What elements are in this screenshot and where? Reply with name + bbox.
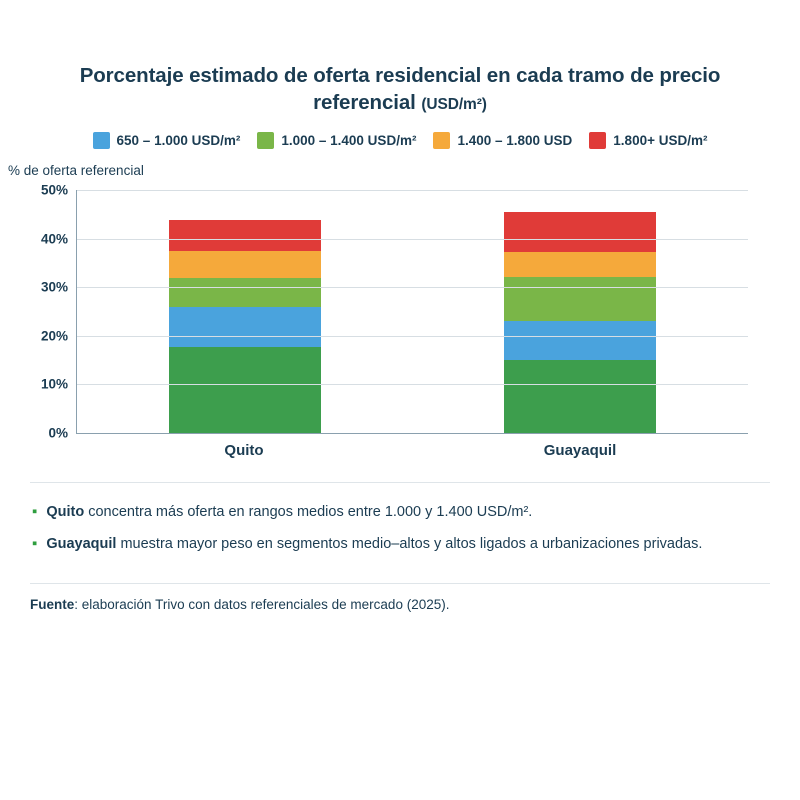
page-title: [70, 62, 730, 116]
source-label: Fuente: [30, 596, 75, 612]
legend-item-label: 1.800+ USD/m²: [613, 133, 708, 149]
gridline: [77, 287, 748, 288]
legend-item-label: 650 – 1.000 USD/m²: [116, 133, 241, 149]
source-divider: [30, 583, 770, 584]
y-axis-tick: 50%: [40, 182, 68, 198]
bar-group-guayaquil: [504, 190, 656, 433]
bar-segment: [169, 307, 321, 347]
page-title-units: (USD/m²): [421, 96, 487, 114]
legend-swatch-icon: [589, 132, 606, 149]
gridline: [77, 336, 748, 337]
chart-legend: [0, 132, 800, 149]
bar-segment: [169, 220, 321, 251]
note-text: [46, 534, 702, 556]
gridline: [77, 433, 748, 434]
bar-segment: [504, 360, 656, 433]
bullet-icon: ▪: [32, 503, 38, 521]
chart-area: [8, 184, 748, 464]
bullet-icon: ▪: [32, 534, 38, 552]
page-title-main: Porcentaje estimado de oferta residencial en cada tramo de precio referencial: [79, 64, 721, 115]
bar-segment: [504, 252, 656, 277]
bar-segment: [504, 277, 656, 322]
y-axis-tick: 10%: [40, 376, 68, 392]
notes-list: [30, 482, 770, 561]
source-note: [30, 597, 770, 612]
source-text: : elaboración Trivo con datos referenciales de mercado (2025).: [74, 596, 450, 612]
note-body: muestra mayor peso en segmentos medio–altos y altos ligados a urbanizaciones privadas.: [116, 535, 703, 552]
legend-item-label: 1.000 – 1.400 USD/m²: [281, 133, 417, 149]
y-axis-tick: 0%: [48, 425, 68, 441]
x-axis-label-guayaquil: Guayaquil: [543, 441, 617, 459]
gridline: [77, 384, 748, 385]
legend-swatch-icon: [257, 132, 274, 149]
x-axis-labels: [76, 436, 748, 464]
title-block: [0, 0, 800, 116]
bar-segment: [504, 321, 656, 360]
list-item: [30, 529, 770, 561]
gridline: [77, 190, 748, 191]
legend-item-3: [589, 132, 707, 149]
bar-group-quito: [169, 190, 321, 433]
legend-swatch-icon: [93, 132, 110, 149]
list-item: [30, 497, 770, 529]
x-axis-label-quito: Quito: [224, 441, 264, 459]
note-text: [46, 502, 532, 524]
legend-item-label: 1.400 – 1.800 USD: [457, 133, 573, 149]
legend-swatch-icon: [433, 132, 450, 149]
bar-series-container: [77, 190, 748, 433]
chart-plot: [40, 182, 748, 441]
y-axis-tick: 40%: [40, 231, 68, 247]
note-highlight: Quito: [46, 504, 85, 521]
y-axis-caption: % de oferta referencial: [8, 163, 144, 179]
bar-segment: [169, 347, 321, 434]
bar-segment: [169, 251, 321, 278]
bar-segment: [169, 278, 321, 307]
bar-segment: [504, 212, 656, 252]
y-axis-tick: 20%: [40, 328, 68, 344]
legend-item-1: [257, 132, 416, 149]
gridline: [77, 239, 748, 240]
note-body: concentra más oferta en rangos medios entre 1.000 y 1.400 USD/m².: [84, 504, 533, 521]
note-highlight: Guayaquil: [46, 535, 117, 552]
legend-item-2: [433, 132, 572, 149]
legend-item-0: [93, 132, 241, 149]
y-axis-tick: 30%: [40, 279, 68, 295]
